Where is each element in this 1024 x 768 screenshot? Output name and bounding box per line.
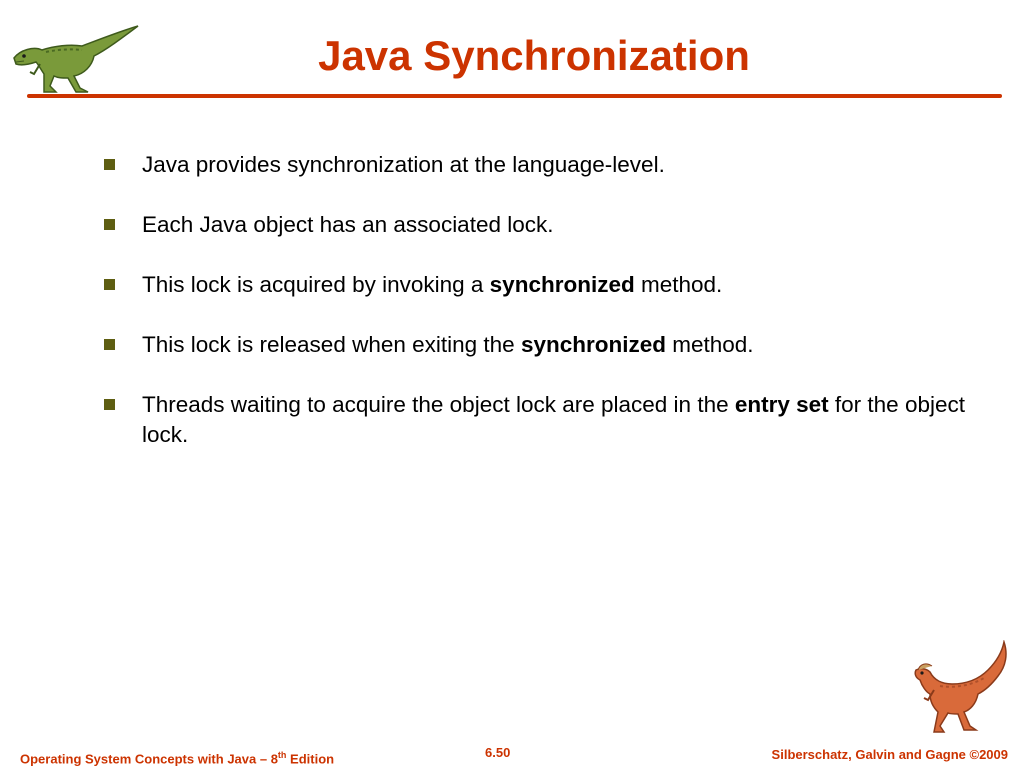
bullet-item	[104, 150, 984, 180]
bullet-text: Threads waiting to acquire the object lock are placed in the	[142, 392, 735, 417]
bullet-text: method.	[665, 332, 754, 357]
title-divider	[27, 94, 1002, 98]
bullet-text: Java provides synchronization at the language-level.	[142, 152, 665, 177]
slide-title: Java Synchronization	[318, 32, 750, 79]
square-bullet-icon	[104, 399, 115, 410]
bullet-list	[104, 150, 984, 480]
footer-book-title-text: Operating System Concepts with Java – 8	[20, 751, 278, 767]
bullet-keyword: entry set	[734, 392, 829, 417]
bullet-text: This lock is acquired by invoking a	[142, 272, 490, 297]
footer-page-number: 6.50	[485, 745, 511, 760]
bullet-keyword: synchronized	[489, 272, 635, 297]
bullet-text: Each Java object has an associated lock.	[142, 212, 554, 237]
footer-book-title-suffix: Edition	[286, 751, 335, 767]
bullet-item	[104, 330, 984, 360]
bullet-text: This lock is released when exiting the	[142, 332, 521, 357]
bullet-item	[104, 210, 984, 240]
square-bullet-icon	[104, 279, 115, 290]
bullet-text: for the object lock.	[142, 392, 965, 447]
square-bullet-icon	[104, 159, 115, 170]
red-dinosaur-icon	[910, 640, 1010, 740]
footer-book-title	[20, 746, 334, 768]
bullet-keyword: synchronized	[520, 332, 666, 357]
bullet-item	[104, 390, 984, 450]
bullet-text: method.	[634, 272, 723, 297]
footer-authors: Silberschatz, Galvin and Gagne ©2009	[771, 747, 1008, 762]
square-bullet-icon	[104, 339, 115, 350]
square-bullet-icon	[104, 219, 115, 230]
footer-edition-superscript: th	[277, 750, 287, 760]
bullet-item	[104, 270, 984, 300]
